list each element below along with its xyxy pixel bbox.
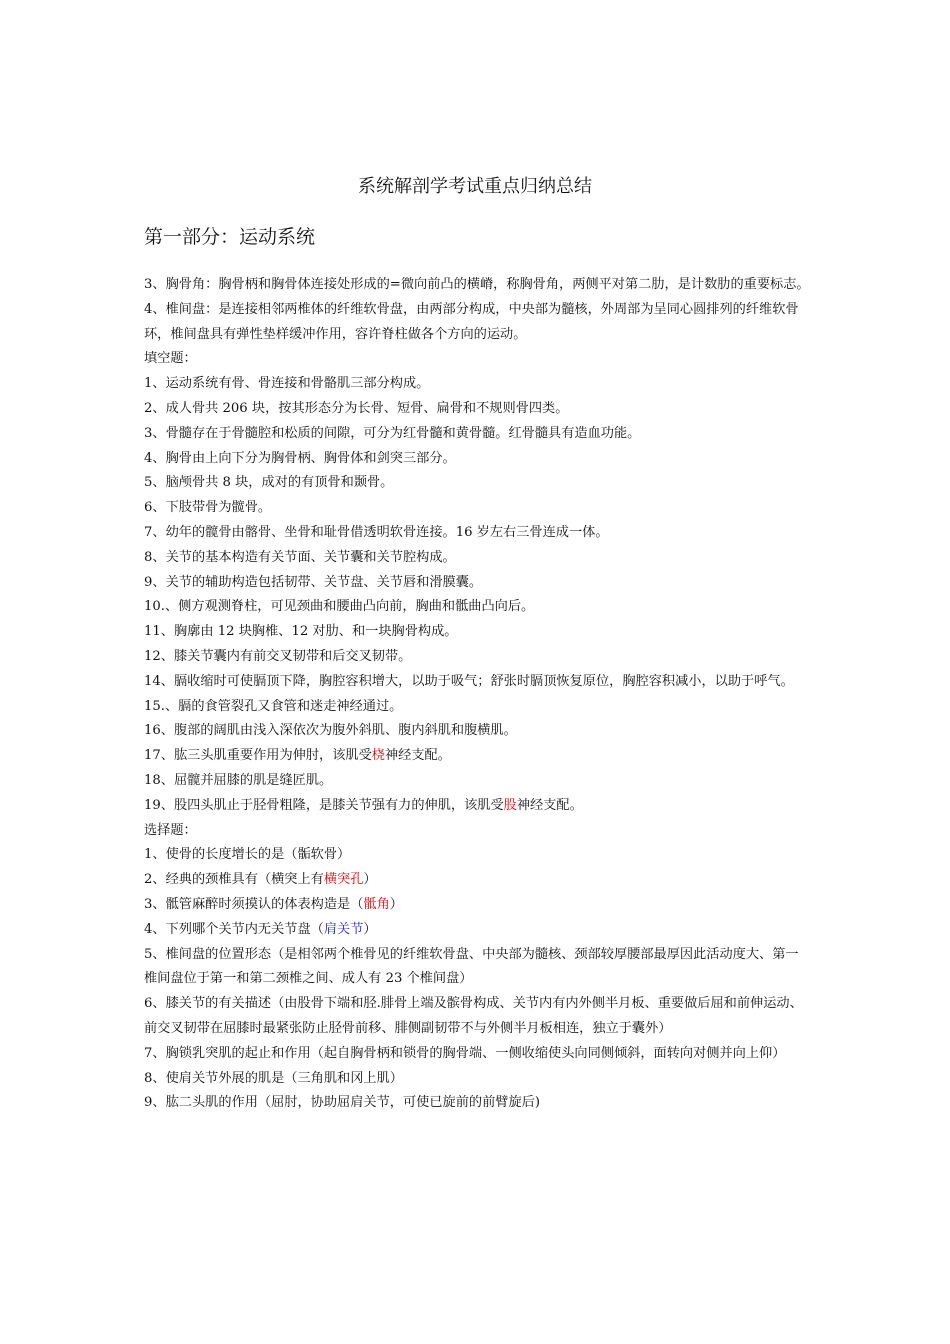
paragraph [144, 868, 810, 893]
paragraph [144, 843, 810, 868]
highlighted-answer: 横突孔 [323, 872, 364, 888]
paragraph-text: 10.、侧方观测脊柱，可见颈曲和腰曲凸向前，胸曲和骶曲凸向后。 [144, 599, 535, 615]
paragraph-text: 16、腹部的阔肌由浅入深依次为腹外斜肌、腹内斜肌和腹横肌。 [144, 723, 517, 739]
paragraph [144, 298, 810, 348]
paragraph-text: 6、膝关节的有关描述（由股骨下端和胫.腓骨上端及髌骨构成、关节内有内外侧半月板、重要做后屈和前伸运动、前交叉韧带在屈膝时最紧张防止胫骨前移、腓侧副韧带不与外侧半月板相连，独立于囊外） [144, 996, 803, 1036]
paragraph-text: 12、膝关节囊内有前交叉韧带和后交叉韧带。 [144, 648, 412, 664]
paragraph-text: 18、屈髋并屈膝的肌是缝匠肌。 [144, 772, 333, 788]
paragraph-text: 14、膈收缩时可使膈顶下降，胸腔容积增大，以助于吸气；舒张时膈顶恢复原位，胸腔容积减小，以助于呼气。 [144, 673, 794, 689]
paragraph-text: 11、胸廓由 12 块胸椎、12 对肋、和一块胸骨构成。 [144, 624, 458, 640]
paragraph-text: 4、胸骨由上向下分为胸骨柄、胸骨体和剑突三部分。 [144, 450, 456, 466]
paragraph [144, 769, 810, 794]
paragraph [144, 819, 810, 844]
paragraph [144, 744, 810, 769]
paragraph [144, 695, 810, 720]
paragraph-text: 3、骨髓存在于骨髓腔和松质的间隙，可分为红骨髓和黄骨髓。红骨髓具有造血功能。 [144, 425, 641, 441]
paragraph [144, 1091, 810, 1116]
paragraph [144, 918, 810, 943]
paragraph [144, 347, 810, 372]
paragraph [144, 521, 810, 546]
paragraph [144, 372, 810, 397]
paragraph-text: 17、肱三头肌重要作用为伸肘，该肌受 [144, 748, 372, 764]
highlighted-answer: 桡 [371, 748, 385, 764]
paragraph [144, 273, 810, 298]
paragraph-text: 选择题： [144, 822, 197, 838]
paragraph-text: ） [363, 872, 377, 888]
paragraph-text: 8、使肩关节外展的肌是（三角肌和冈上肌） [144, 1070, 403, 1086]
paragraph-text: 神经支配。 [516, 797, 583, 813]
paragraph-text: 1、运动系统有骨、骨连接和骨骼肌三部分构成。 [144, 376, 430, 392]
paragraph [144, 943, 810, 993]
paragraph-text: 6、下肢带骨为髋骨。 [144, 500, 272, 516]
paragraph [144, 992, 810, 1042]
paragraph-text: 15.、膈的食管裂孔又食管和迷走神经通过。 [144, 698, 403, 714]
paragraph-text: 3、胸骨角：胸骨柄和胸骨体连接处形成的=微向前凸的横嵴，称胸骨角，两侧平对第二肋，是计数肋的重要标志。 [144, 277, 810, 292]
paragraph [144, 422, 810, 447]
paragraph-text: 7、胸锁乳突肌的起止和作用（起自胸骨柄和锁骨的胸骨端、一侧收缩使头向同侧倾斜，面转向对侧并向上仰） [144, 1045, 786, 1061]
paragraph [144, 719, 810, 744]
paragraph [144, 546, 810, 571]
paragraph [144, 571, 810, 596]
paragraph [144, 645, 810, 670]
section-heading: 第一部分：运动系统 [144, 226, 316, 248]
highlighted-answer: 骶角 [363, 896, 390, 912]
paragraph [144, 893, 810, 918]
paragraph-text: 9、关节的辅助构造包括韧带、关节盘、关节唇和滑膜囊。 [144, 574, 483, 590]
paragraph [144, 670, 810, 695]
paragraph [144, 1067, 810, 1092]
paragraph-text: 4、椎间盘：是连接相邻两椎体的纤维软骨盘，由两部分构成，中央部为髓核，外周部为呈同心圆排列的纤维软骨环，椎间盘具有弹性垫样缓冲作用，容许脊柱做各个方向的运动。 [144, 301, 799, 342]
paragraph-text: 19、股四头肌止于胫骨粗隆，是膝关节强有力的伸肌，该肌受 [144, 797, 504, 813]
paragraph-text: 神经支配。 [384, 748, 451, 764]
paragraph [144, 397, 810, 422]
document-body [144, 273, 810, 1116]
paragraph [144, 1042, 810, 1067]
paragraph-text: 4、下列哪个关节内无关节盘（ [144, 921, 324, 937]
paragraph-text: 3、骶管麻醉时须摸认的体表构造是（ [144, 896, 364, 912]
paragraph-text: ） [389, 896, 403, 912]
paragraph [144, 447, 810, 472]
paragraph [144, 496, 810, 521]
paragraph-text: 2、成人骨共 206 块，按其形态分为长骨、短骨、扁骨和不规则骨四类。 [144, 400, 569, 416]
highlighted-answer: 肩关节 [323, 921, 364, 937]
paragraph-text: 2、经典的颈椎具有（横突上有 [144, 872, 324, 888]
paragraph-text: ） [363, 921, 377, 937]
highlighted-answer: 股 [503, 797, 517, 813]
paragraph [144, 595, 810, 620]
paragraph-text: 9、肱二头肌的作用（屈肘，协助屈肩关节，可使已旋前的前臂旋后) [144, 1095, 540, 1111]
paragraph [144, 620, 810, 645]
paragraph-text: 7、幼年的髋骨由髂骨、坐骨和耻骨借透明软骨连接。16 岁左右三骨连成一体。 [144, 524, 609, 540]
paragraph-text: 1、使骨的长度增长的是（骺软骨） [144, 847, 351, 863]
paragraph-text: 填空题： [144, 351, 197, 367]
paragraph-text: 5、椎间盘的位置形态（是相邻两个椎骨见的纤维软骨盘、中央部为髓核、颈部较厚腰部最厚因此活动度大、第一椎间盘位于第一和第二颈椎之间、成人有 23 个椎间盘） [144, 946, 799, 987]
paragraph [144, 471, 810, 496]
paragraph-text: 5、脑颅骨共 8 块，成对的有顶骨和颞骨。 [144, 475, 394, 491]
paragraph [144, 794, 810, 819]
document-title: 系统解剖学考试重点归纳总结 [358, 176, 592, 197]
paragraph-text: 8、关节的基本构造有关节面、关节囊和关节腔构成。 [144, 549, 456, 565]
